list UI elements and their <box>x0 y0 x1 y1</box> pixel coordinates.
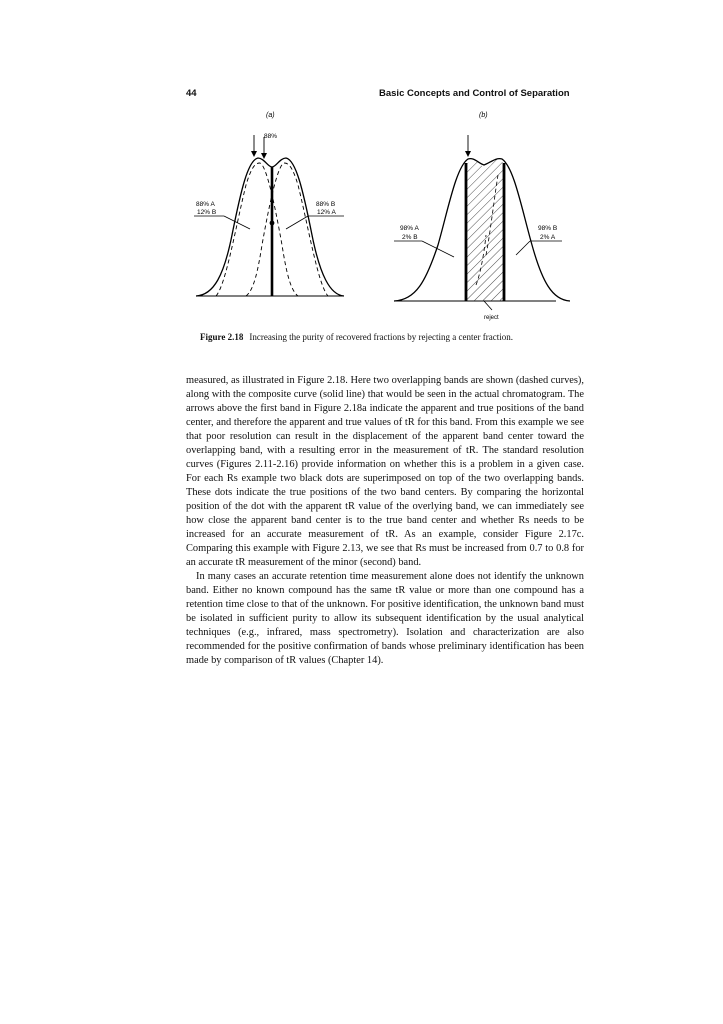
panel-b-left-label-1: 98% A <box>400 225 419 232</box>
panel-a-apparent-center-arrowhead <box>261 153 267 159</box>
panel-b-left-label-2: 2% B <box>402 234 418 241</box>
panel-b-reject-pointer <box>484 301 492 310</box>
panel-a-band-a-dashed <box>216 163 298 296</box>
panel-b <box>394 135 570 321</box>
panel-a <box>194 133 344 296</box>
panel-a-right-label-1: 88% B <box>316 201 336 208</box>
panel-b-reject-label: reject <box>484 315 499 321</box>
panel-b-label: (b) <box>479 112 488 119</box>
body-text <box>186 374 584 668</box>
panel-a-composite-curve <box>196 158 344 296</box>
panel-a-label: (a) <box>266 112 275 119</box>
panel-b-right-label-2: 2% A <box>540 234 556 241</box>
panel-b-right-pointer <box>516 241 530 255</box>
caption-text: Increasing the purity of recovered fractions by rejecting a center fraction. <box>249 332 513 342</box>
running-title: Basic Concepts and Control of Separation <box>379 88 570 99</box>
panel-a-right-pointer <box>286 216 308 229</box>
caption-number: Figure 2.18 <box>200 332 244 342</box>
panel-b-reject-region <box>466 159 504 301</box>
panel-b-center-arrowhead <box>465 151 471 157</box>
panel-a-left-label-2: 12% B <box>197 209 217 216</box>
paragraph-2: In many cases an accurate retention time measurement alone does not identify the unknown band. Either no known compound has the same tR value or more than one compound has a retention time close to that of the unknown. For positive identification, the unknown band must be isolated in sufficient purity to allow its subsequent identification by the usual analytical techniques (e.g., infrared, mass spectrometry). Isolation and characterization are also recommended for the positive confirmation of bands whose preliminary identification has been made by comparison of tR values (Chapter 14). <box>186 571 584 666</box>
panel-b-right-label-1: 98% B <box>538 225 558 232</box>
panel-a-left-pointer <box>224 216 250 229</box>
figure-graphic <box>186 105 586 325</box>
panel-a-band-b-dashed <box>246 163 328 296</box>
paragraph-1: measured, as illustrated in Figure 2.18. Here two overlapping bands are shown (dashed curves), along with the composite curve (solid line) that would be seen in the actual chromatogram. The arrows above the first band in Figure 2.18a indicate the apparent and true positions of the band center, and therefore the apparent and true values of tR for this band. From this example we see that poor resolution can result in the displacement of the apparent band center toward the overlapping band, with a resulting error in the measurement of tR. The standard resolution curves (Figures 2.11-2.16) provide information on whether this is a problem in a given case. For each Rs example two black dots are superimposed on top of the two overlapping bands. These dots indicate the true positions of the two band centers. By comparing the horizontal position of the dot with the apparent tR value of the overlying band, we can immediately see how close the apparent band center is to the true band center and whether Rs needs to be increased for an accurate measurement of tR. As an example, consider Figure 2.17c. Comparing this example with Figure 2.13, we see that Rs must be increased from 0.7 to 0.8 for an accurate tR measurement of the minor (second) band. <box>186 375 584 568</box>
figure-caption <box>200 332 620 342</box>
panel-a-right-label-2: 12% A <box>317 209 336 216</box>
panel-a-true-center-arrowhead <box>251 151 257 157</box>
figure-2-18 <box>186 105 586 325</box>
panel-a-left-label-1: 88% A <box>196 201 215 208</box>
panel-a-center-dot <box>270 221 275 226</box>
panel-a-top-label: 88% <box>264 133 278 140</box>
page-number: 44 <box>186 88 197 99</box>
